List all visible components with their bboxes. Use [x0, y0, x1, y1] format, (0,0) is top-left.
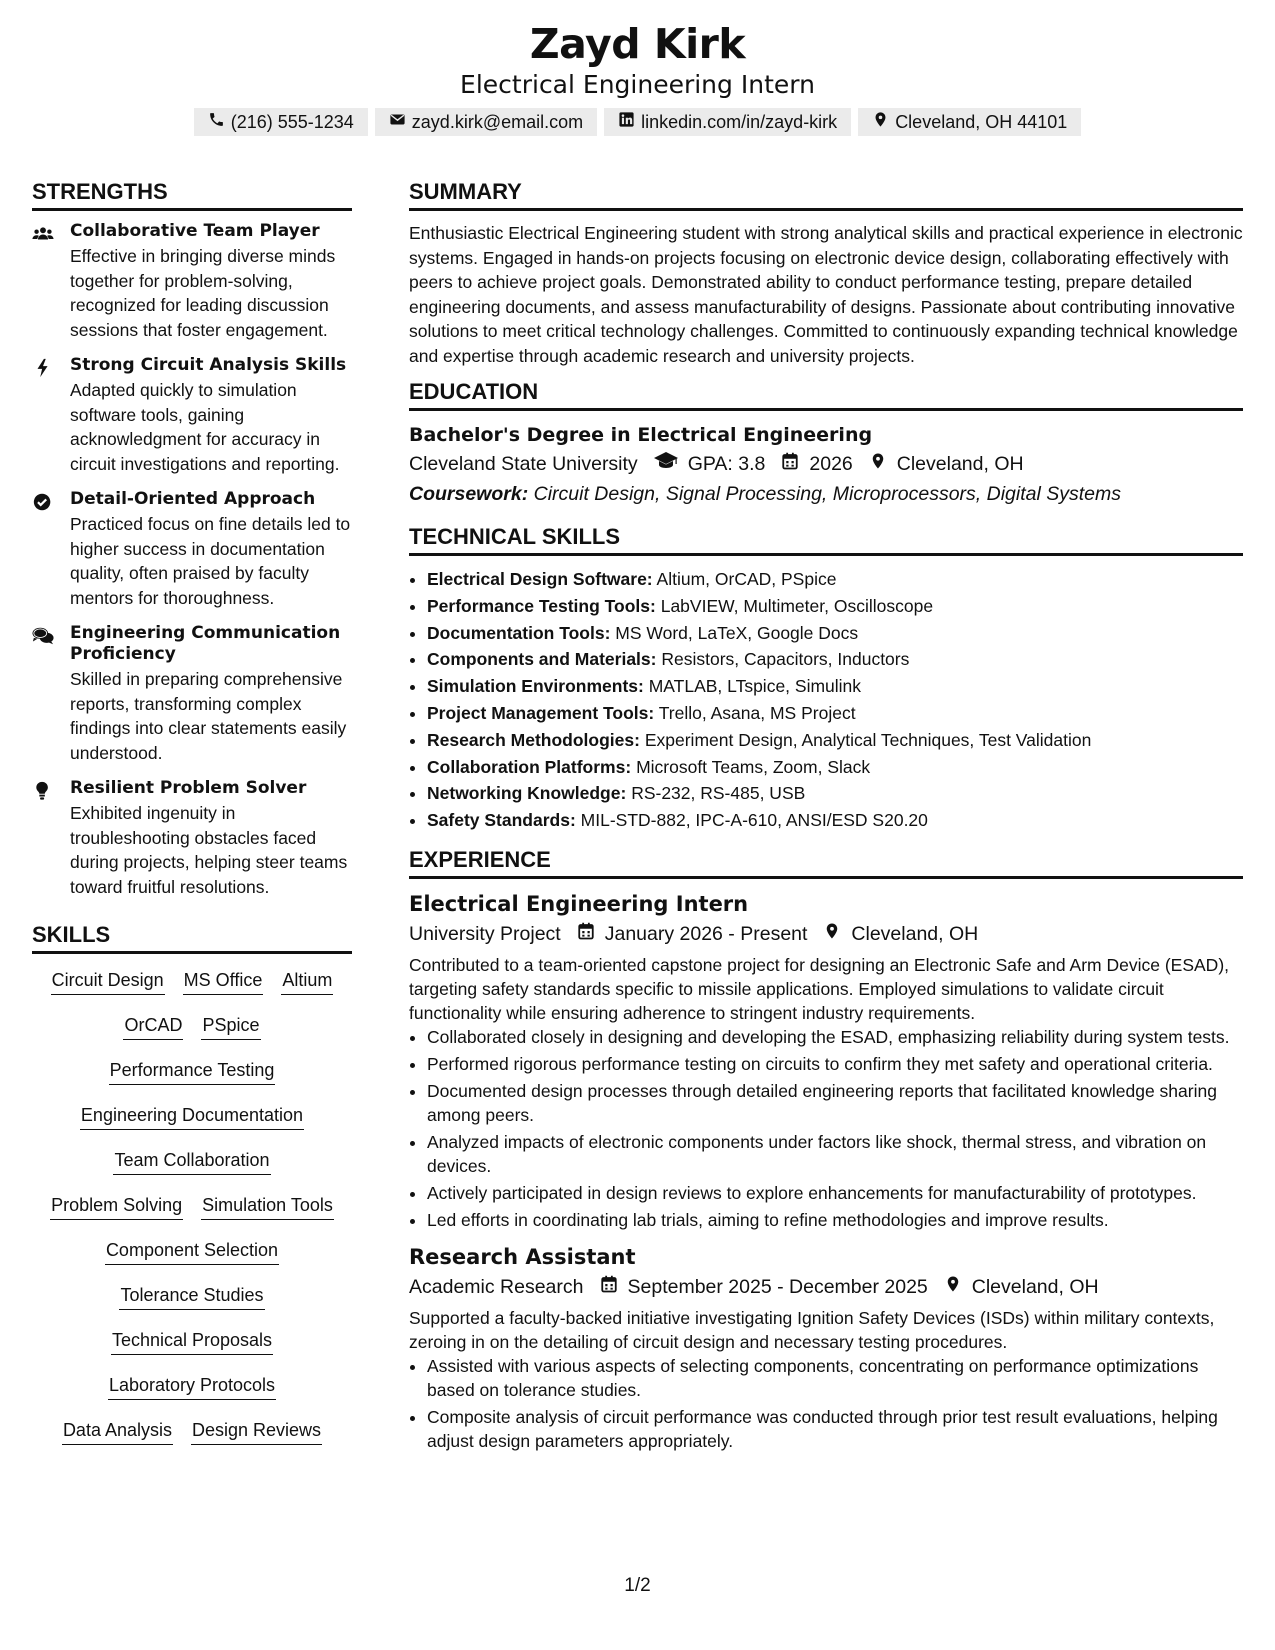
skill-row	[32, 1414, 352, 1459]
strength-title: Strong Circuit Analysis Skills	[70, 355, 347, 375]
summary-text: Enthusiastic Electrical Engineering student with strong analytical skills and practical experience in electronic systems. Engaged in hands-on projects focusing on electronic device design, collaborating effectively with peers to achieve project goals. Demonstrated ability to conduct performance testing, prepare detailed engineering documents, and assess manufacturability of designs. Passionate about contributing innovative solutions to meet critical technology challenges. Committed to continuously expanding technical knowledge and expertise through academic research and university projects.	[409, 223, 1243, 366]
education-location: Cleveland, OH	[896, 453, 1024, 475]
degree-title: Bachelor's Degree in Electrical Engineering	[409, 424, 873, 446]
contact-phone[interactable]	[194, 108, 368, 136]
technical-skills-heading: TECHNICAL SKILLS	[409, 523, 1243, 556]
job-entry	[409, 889, 1243, 1232]
job-bullet: • Analyzed impacts of electronic components under factors like shock, thermal stress, and vibration on devices.	[427, 1130, 1243, 1178]
technical-skill-label: Documentation Tools:	[427, 622, 611, 643]
technical-skill-label: Simulation Environments:	[427, 676, 644, 697]
left-column	[32, 178, 352, 1459]
experience-list	[409, 889, 1243, 1453]
location-pin-icon	[944, 1272, 962, 1302]
skill-tag: Circuit Design	[51, 968, 165, 995]
coursework-label: Coursework:	[409, 483, 529, 505]
technical-skill-item	[427, 700, 1243, 727]
skill-row	[32, 1099, 352, 1144]
education-heading: EDUCATION	[409, 378, 1243, 411]
skill-row	[32, 1144, 352, 1189]
users-icon	[32, 221, 70, 342]
technical-skill-value: Trello, Asana, MS Project	[658, 702, 856, 723]
technical-skill-label: Electrical Design Software:	[427, 569, 653, 589]
skill-tag: Altium	[281, 968, 333, 995]
skill-tag: Team Collaboration	[113, 1148, 270, 1175]
envelope-icon	[389, 111, 406, 133]
job-bullet: • Composite analysis of circuit performance was conducted through prior test result evaluations, helping adjust design parameters appropriately.	[427, 1405, 1243, 1453]
skill-row	[32, 1189, 352, 1234]
technical-skill-value: MS Word, LaTeX, Google Docs	[615, 622, 859, 643]
candidate-role: Electrical Engineering Intern	[460, 70, 815, 99]
job-organization: Academic Research	[409, 1275, 584, 1298]
strength-item	[32, 623, 352, 765]
comments-icon	[32, 623, 70, 765]
technical-skill-item	[427, 673, 1243, 700]
contact-location-text: Cleveland, OH 44101	[895, 111, 1068, 132]
skill-row	[32, 1369, 352, 1414]
skill-row	[32, 1054, 352, 1099]
strength-item	[32, 221, 352, 342]
contact-phone-text: (216) 555-1234	[230, 111, 354, 132]
skill-tag: Component Selection	[105, 1238, 279, 1265]
job-title: Electrical Engineering Intern	[409, 891, 749, 916]
contact-linkedin-text: linkedin.com/in/zayd-kirk	[641, 111, 838, 132]
strength-desc: Adapted quickly to simulation software tools, gaining acknowledgment for accuracy in circuit investigations and reporting.	[70, 380, 340, 474]
linkedin-icon	[618, 111, 635, 133]
job-bullet: • Documented design processes through detailed engineering reports that facilitated knowledge sharing among peers.	[427, 1079, 1243, 1127]
job-bullet: • Collaborated closely in designing and developing the ESAD, emphasizing reliability during system tests.	[427, 1025, 1243, 1049]
skill-row	[32, 1009, 352, 1054]
job-location: Cleveland, OH	[971, 1275, 1099, 1298]
technical-skill-label: Safety Standards:	[427, 810, 576, 831]
strength-title: Collaborative Team Player	[70, 221, 320, 241]
strength-item	[32, 355, 352, 476]
job-bullet: • Performed rigorous performance testing on circuits to confirm they met safety and operational criteria.	[427, 1052, 1243, 1076]
technical-skill-item	[427, 593, 1243, 620]
job-dates: September 2025 - December 2025	[627, 1275, 928, 1298]
skills-list	[32, 964, 352, 1459]
job-location-group	[823, 919, 978, 949]
strength-desc: Practiced focus on fine details led to higher success in documentation quality, often praised by faculty mentors for thoroughness.	[70, 514, 351, 608]
strength-desc: Skilled in preparing comprehensive reports, transforming complex findings into clear statements easily understood.	[70, 669, 347, 763]
graduation-cap-icon	[654, 449, 678, 479]
lightbulb-icon	[32, 778, 70, 899]
location-pin-icon	[872, 111, 889, 133]
skill-row	[32, 964, 352, 1009]
job-bullets	[409, 1354, 1243, 1453]
technical-skill-label: Performance Testing Tools:	[427, 595, 656, 616]
strength-item	[32, 489, 352, 610]
job-entry	[409, 1242, 1243, 1453]
coursework	[409, 479, 1243, 509]
technical-skill-item	[427, 780, 1243, 807]
contact-email[interactable]	[375, 108, 597, 136]
technical-skill-value: Microsoft Teams, Zoom, Slack	[636, 756, 871, 777]
strength-desc: Effective in bringing diverse minds together for problem-solving, recognized for leading discussion sessions that foster engagement.	[70, 246, 336, 340]
skill-tag: Technical Proposals	[111, 1328, 273, 1355]
technical-skill-item	[427, 566, 1243, 593]
job-bullet: • Led efforts in coordinating lab trials, aiming to refine methodologies and improve results.	[427, 1208, 1243, 1232]
strengths-heading: STRENGTHS	[32, 178, 352, 211]
technical-skill-value: Experiment Design, Analytical Techniques, Test Validation	[644, 729, 1092, 750]
location-pin-icon	[823, 919, 841, 949]
strength-desc: Exhibited ingenuity in troubleshooting obstacles faced during projects, helping steer teams toward fruitful resolutions.	[70, 803, 348, 897]
job-location-group	[944, 1272, 1099, 1302]
skill-tag: Design Reviews	[191, 1418, 322, 1445]
skill-tag: Laboratory Protocols	[108, 1373, 276, 1400]
technical-skill-value: LabVIEW, Multimeter, Oscilloscope	[660, 595, 934, 616]
technical-skill-item	[427, 807, 1243, 834]
skill-tag: OrCAD	[123, 1013, 183, 1040]
skill-tag: PSpice	[201, 1013, 260, 1040]
technical-skill-label: Components and Materials:	[427, 649, 657, 670]
job-title: Research Assistant	[409, 1244, 636, 1269]
job-bullets	[409, 1025, 1243, 1232]
job-bullet: • Assisted with various aspects of selecting components, concentrating on performance optimizations based on tolerance studies.	[427, 1354, 1243, 1402]
school-name: Cleveland State University	[409, 453, 638, 475]
skill-row	[32, 1234, 352, 1279]
calendar-icon	[600, 1272, 618, 1302]
technical-skill-value: MATLAB, LTspice, Simulink	[648, 676, 862, 697]
contact-email-text: zayd.kirk@email.com	[411, 111, 584, 132]
candidate-name: Zayd Kirk	[529, 20, 746, 68]
strength-item	[32, 778, 352, 899]
contact-bar	[0, 108, 1275, 136]
resume-header	[0, 18, 1275, 136]
check-circle-icon	[32, 489, 70, 610]
coursework-list: Circuit Design, Signal Processing, Microprocessors, Digital Systems	[533, 483, 1121, 505]
page-number: 1/2	[624, 1575, 651, 1596]
technical-skill-label: Research Methodologies:	[427, 729, 640, 750]
strength-title: Detail-Oriented Approach	[70, 489, 316, 509]
job-description: Supported a faculty-backed initiative investigating Ignition Safety Devices (ISDs) within military contexts, zeroing in on the detailing of circuit design and necessary testing procedures.	[409, 1307, 1215, 1352]
technical-skills-list	[409, 566, 1243, 834]
job-dates-group	[600, 1272, 928, 1302]
job-dates: January 2026 - Present	[604, 922, 808, 945]
right-column	[409, 178, 1243, 1456]
gpa: GPA: 3.8	[687, 453, 766, 475]
technical-skill-label: Networking Knowledge:	[427, 783, 627, 804]
technical-skill-value: RS-232, RS-485, USB	[631, 783, 806, 804]
technical-skill-item	[427, 646, 1243, 673]
skill-tag: Problem Solving	[50, 1193, 183, 1220]
contact-location	[858, 108, 1081, 136]
technical-skill-value: MIL-STD-882, IPC-A-610, ANSI/ESD S20.20	[580, 810, 928, 831]
skill-tag: Performance Testing	[109, 1058, 276, 1085]
job-meta	[409, 1272, 1243, 1302]
calendar-icon	[577, 919, 595, 949]
job-description: Contributed to a team-oriented capstone project for designing an Electronic Safe and Arm Device (ESAD), targeting safety standards specific to missile applications. Employed simulations to validate circuit functionality while ensuring adherence to stringent industry requirements.	[409, 954, 1230, 1023]
skill-tag: MS Office	[183, 968, 264, 995]
skill-tag: Engineering Documentation	[80, 1103, 304, 1130]
job-dates-group	[577, 919, 808, 949]
technical-skill-value: Altium, OrCAD, PSpice	[656, 569, 837, 589]
technical-skill-item	[427, 620, 1243, 647]
skill-tag: Tolerance Studies	[119, 1283, 264, 1310]
job-location: Cleveland, OH	[851, 922, 979, 945]
experience-heading: EXPERIENCE	[409, 846, 1243, 879]
summary-heading: SUMMARY	[409, 178, 1243, 211]
calendar-icon	[781, 449, 799, 479]
technical-skill-value: Resistors, Capacitors, Inductors	[661, 649, 910, 670]
skill-tag: Data Analysis	[62, 1418, 173, 1445]
contact-linkedin[interactable]	[604, 108, 851, 136]
skill-row	[32, 1324, 352, 1369]
education-meta	[409, 449, 1243, 479]
skill-row	[32, 1279, 352, 1324]
phone-icon	[208, 111, 225, 133]
location-pin-icon	[869, 449, 887, 479]
job-meta	[409, 919, 1243, 949]
technical-skill-label: Project Management Tools:	[427, 702, 655, 723]
job-organization: University Project	[409, 922, 561, 945]
bolt-icon	[32, 355, 70, 476]
technical-skill-label: Collaboration Platforms:	[427, 756, 632, 777]
technical-skill-item	[427, 754, 1243, 781]
strength-title: Resilient Problem Solver	[70, 778, 307, 798]
technical-skill-item	[427, 727, 1243, 754]
graduation-year: 2026	[809, 453, 853, 475]
skills-heading: SKILLS	[32, 921, 352, 954]
job-bullet: • Actively participated in design reviews to explore enhancements for manufacturability of prototypes.	[427, 1181, 1243, 1205]
strength-title: Engineering Communication Proficiency	[70, 623, 341, 664]
skill-tag: Simulation Tools	[201, 1193, 334, 1220]
